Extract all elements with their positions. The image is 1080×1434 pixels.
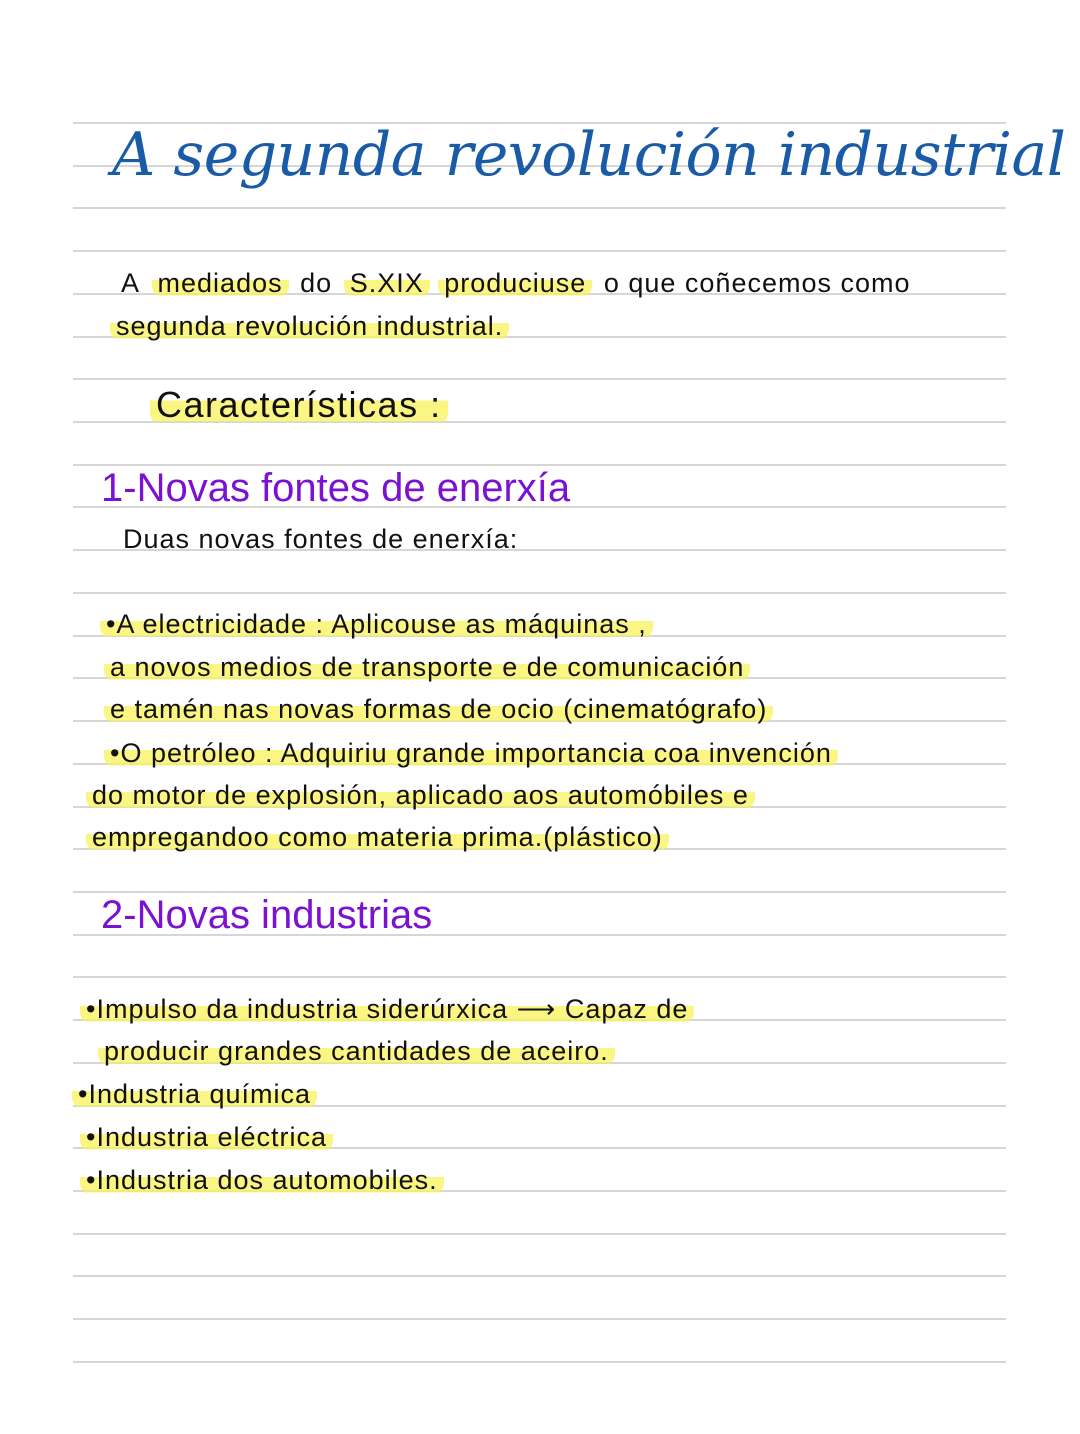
ruled-line bbox=[73, 250, 1006, 252]
bullet-electricidade-line-3 bbox=[104, 692, 773, 726]
highlighted-phrase: a novos medios de transporte e de comunicación bbox=[104, 652, 750, 682]
bullet-siderurxica-line-1 bbox=[80, 992, 694, 1026]
highlighted-phrase: producir grandes cantidades de aceiro. bbox=[98, 1036, 615, 1066]
bullet-automobiles bbox=[80, 1163, 444, 1197]
highlighted-phrase: S.XIX bbox=[344, 268, 430, 298]
highlighted-phrase: do motor de explosión, aplicado aos automóbiles e bbox=[86, 780, 755, 810]
ruled-line bbox=[73, 592, 1006, 594]
highlighted-phrase: Características : bbox=[150, 384, 448, 425]
highlighted-phrase: •Industria química bbox=[72, 1079, 317, 1109]
intro-line-1 bbox=[118, 266, 914, 300]
ruled-line bbox=[73, 378, 1006, 380]
section-heading-2: 2-Novas industrias bbox=[101, 893, 433, 937]
highlighted-phrase: •A electricidade : Aplicouse as máquinas , bbox=[100, 609, 653, 639]
highlighted-phrase: •O petróleo : Adquiriu grande importancia coa invención bbox=[104, 738, 838, 768]
page-title: A segunda revolución industrial bbox=[112, 120, 1066, 190]
intro-word: o que coñecemos como bbox=[603, 268, 911, 298]
highlighted-phrase: e tamén nas novas formas de ocio (cinematógrafo) bbox=[104, 694, 773, 724]
intro-line-2 bbox=[110, 309, 509, 343]
bullet-siderurxica-line-2 bbox=[98, 1034, 615, 1068]
ruled-line bbox=[73, 1361, 1006, 1363]
highlighted-phrase: mediados bbox=[152, 268, 289, 298]
highlighted-phrase: empregandoo como materia prima.(plástico) bbox=[86, 822, 669, 852]
bullet-electrica bbox=[80, 1120, 333, 1154]
ruled-line bbox=[73, 1318, 1006, 1320]
ruled-line bbox=[73, 976, 1006, 978]
bullet-electricidade-line-1 bbox=[100, 607, 653, 641]
bullet-petroleo-line-2 bbox=[86, 778, 755, 812]
ruled-line bbox=[73, 1233, 1006, 1235]
bullet-electricidade-line-2 bbox=[104, 650, 750, 684]
intro-word: A bbox=[121, 268, 141, 298]
ruled-line bbox=[73, 207, 1006, 209]
subheading-text: Duas novas fontes de enerxía: bbox=[123, 524, 519, 554]
highlighted-phrase: •Industria eléctrica bbox=[80, 1122, 333, 1152]
highlighted-phrase: •Industria dos automobiles. bbox=[80, 1165, 444, 1195]
bullet-quimica bbox=[72, 1077, 317, 1111]
bullet-petroleo-line-3 bbox=[86, 820, 669, 854]
characteristics-label bbox=[150, 384, 448, 425]
section-1-subheading bbox=[120, 522, 521, 556]
intro-word: do bbox=[300, 268, 333, 298]
highlighted-phrase: produciuse bbox=[438, 268, 592, 298]
highlighted-phrase: •Impulso da industria siderúrxica ⟶ Capaz de bbox=[80, 994, 694, 1024]
ruled-line bbox=[73, 1275, 1006, 1277]
bullet-petroleo-line-1 bbox=[104, 736, 838, 770]
highlighted-phrase: segunda revolución industrial. bbox=[110, 311, 509, 341]
section-heading-1: 1-Novas fontes de enerxía bbox=[101, 466, 571, 510]
